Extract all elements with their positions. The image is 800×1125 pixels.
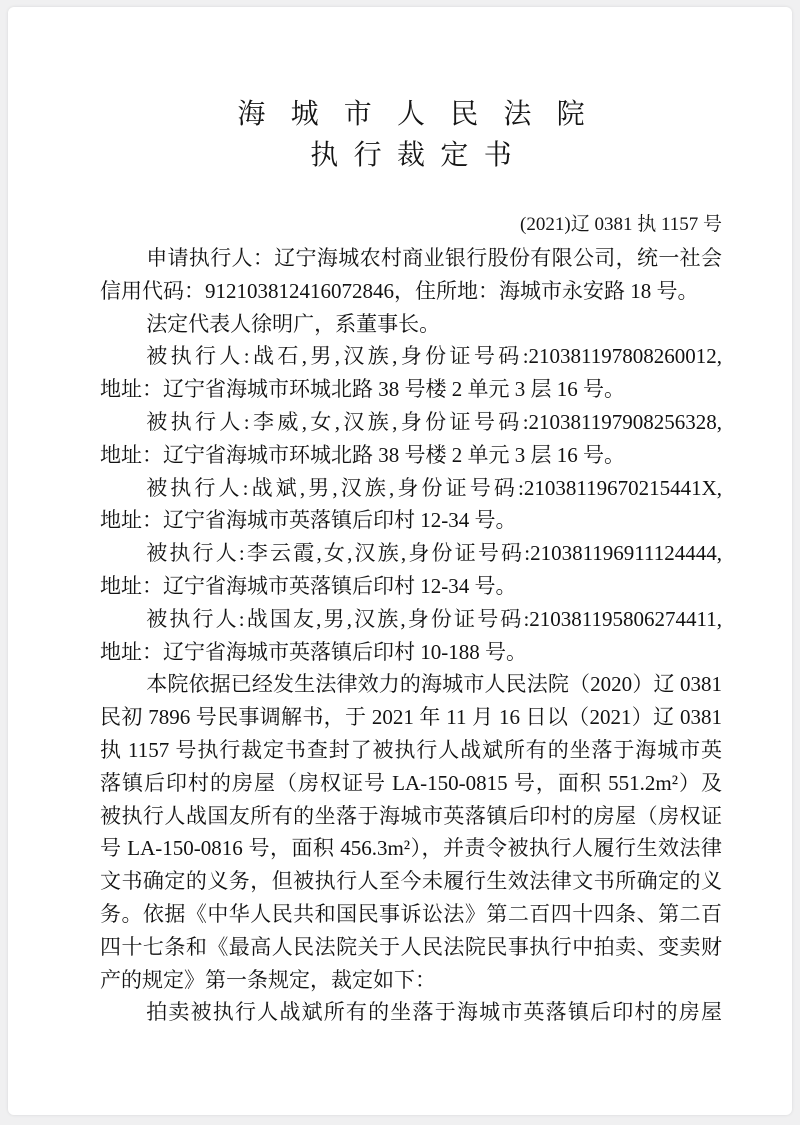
document-type-title: 执行裁定书 — [310, 140, 528, 171]
text-line: 申请执行人：辽宁海城农村商业银行股份有限公司，统一社会 — [146, 246, 722, 270]
text-line: 文书确定的义务，但被执行人至今未履行生效法律文书所确定的义 — [100, 869, 722, 894]
text-line: 法定代表人徐明广，系董事长。 — [146, 311, 441, 336]
text-line: 产的规定》第一条规定，裁定如下： — [100, 967, 436, 992]
document-content — [100, 7, 722, 1029]
text-line: 地址：辽宁省海城市英落镇后印村 10-188 号。 — [100, 639, 527, 664]
text-line: 地址：辽宁省海城市环城北路 38 号楼 2 单元 3 层 16 号。 — [100, 442, 625, 467]
text-line: 四十七条和《最高人民法院关于人民法院民事执行中拍卖、变卖财 — [100, 934, 722, 959]
text-line: 被执行人:战石,男,汉族,身份证号码:210381197808260012, — [146, 344, 722, 369]
text-line: 信用代码：912103812416072846，住所地：海城市永安路 18 号。 — [100, 278, 699, 303]
document-body — [100, 242, 722, 1029]
text-line: 本院依据已经发生法律效力的海城市人民法院（2020）辽 0381 — [146, 672, 722, 697]
text-line: 落镇后印村的房屋（房权证号 LA-150-0815 号，面积 551.2m²）及 — [100, 770, 722, 795]
text-line: 被执行人:李威,女,汉族,身份证号码:210381197908256328, — [146, 409, 722, 434]
text-line: 民初 7896 号民事调解书，于 2021 年 11 月 16 日以（2021）辽 0381 — [100, 705, 722, 730]
text-line: 务。依据《中华人民共和国民事诉讼法》第二百四十四条、第二百 — [100, 901, 722, 926]
text-line: 被执行人:李云霞,女,汉族,身份证号码:210381196911124444, — [146, 541, 722, 566]
text-line: 拍卖被执行人战斌所有的坐落于海城市英落镇后印村的房屋 — [146, 1000, 722, 1025]
text-line: 号 LA-150-0816 号，面积 456.3m²），并责令被执行人履行生效法律 — [100, 836, 722, 861]
text-line: 被执行人:战国友,男,汉族,身份证号码:210381195806274411, — [146, 606, 722, 631]
court-name-title: 海城市人民法院 — [237, 99, 610, 130]
text-line: 执 1157 号执行裁定书查封了被执行人战斌所有的坐落于海城市英 — [100, 737, 722, 762]
text-line: 被执行人战国友所有的坐落于海城市英落镇后印村的房屋（房权证 — [100, 803, 722, 828]
text-line: 地址：辽宁省海城市英落镇后印村 12-34 号。 — [100, 573, 517, 598]
case-number: (2021)辽 0381 执 1157 号 — [520, 214, 722, 235]
document-page — [8, 7, 792, 1115]
text-line: 地址：辽宁省海城市环城北路 38 号楼 2 单元 3 层 16 号。 — [100, 377, 625, 402]
text-line: 地址：辽宁省海城市英落镇后印村 12-34 号。 — [100, 508, 517, 533]
text-line: 被执行人:战斌,男,汉族,身份证号码:21038119670215441X, — [146, 475, 722, 500]
